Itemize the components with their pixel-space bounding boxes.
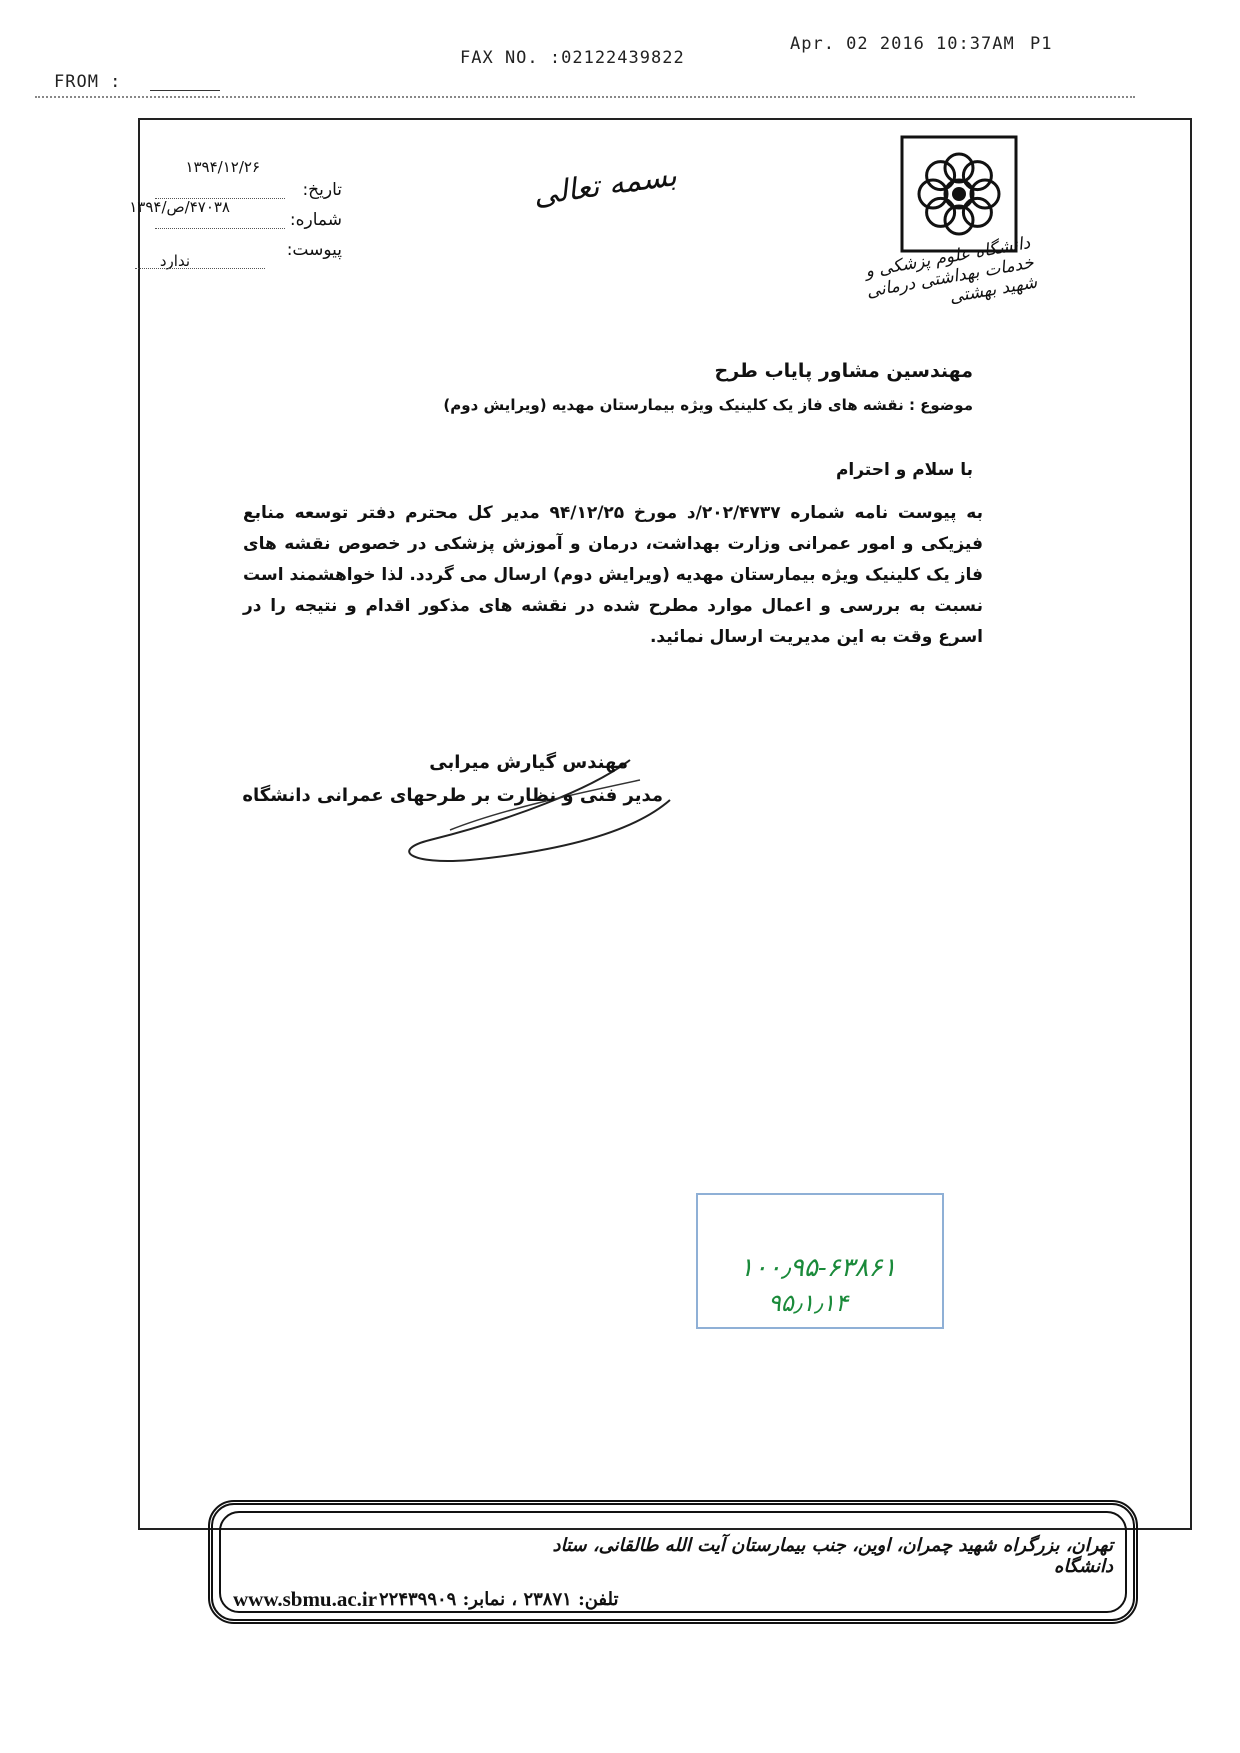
letter-body: به پیوست نامه شماره ۲۰۲/۴۷۳۷/د مورخ ۹۴/۱۲/۲۵ مدیر کل محترم دفتر توسعه منابع فیزیکی و امور عمرانی وزارت بهداشت، درمان و آموزش پزشکی در خصوص نقشه های فاز یک کلینیک ویژه بیمارستان مهدیه (ویرایش دوم) ارسال می گردد. لذا خواهشمند است نسبت به بررسی و اعمال موارد مطرح شده در نقشه های مذکور اقدام و نتیجه را در اسرع وقت به این مدیریت ارسال نمائید. [243,503,983,647]
letterhead-footer [208,1500,1138,1624]
greeting: با سلام و احترام [835,460,973,480]
fax-page: P1 [1030,34,1053,54]
meta-attachment-label: پیوست: [286,240,342,260]
footer-phone: تلفن: ۲۳۸۷۱ ، نمابر: ۲۲۴۳۹۹۰۹ [379,1589,619,1610]
registry-stamp [696,1193,944,1329]
fax-from-label: FROM : [54,72,122,92]
university-name: دانشگاه علوم پزشکی و خدمات بهداشتی درمانی شهید بهشتی [863,233,1039,308]
fax-number: FAX NO. :02122439822 [460,48,685,68]
footer-address: تهران، بزرگراه شهید چمران، اوین، جنب بیمارستان آیت الله طالقانی، ستاد دانشگاه [552,1535,1113,1577]
signer-name: مهندس گیارش میرابی [429,752,628,773]
fax-divider [35,96,1135,98]
stamp-number: ۱۰۰٫۹۵-۶۳۸۶۱ [739,1253,897,1283]
stamp-date: ۹۵٫۱٫۱۴ [767,1289,849,1317]
recipient: مهندسین مشاور پایاب طرح [714,360,973,382]
meta-date-label: تاریخ: [302,180,342,200]
meta-date-value: ۱۳۹۴/۱۲/۲۶ [185,158,260,176]
subject: موضوع : نقشه های فاز یک کلینیک ویژه بیمارستان مهدیه (ویرایش دوم) [443,396,973,414]
meta-number-label: شماره: [289,210,342,230]
meta-attachment-dots [135,268,265,269]
university-logo-icon [900,135,1018,253]
basmala: بسمه تعالی [531,158,679,213]
signer-title: مدیر فنی و نظارت بر طرحهای عمرانی دانشگاه [242,785,663,806]
fax-datetime: Apr. 02 2016 10:37AM [790,34,1015,54]
meta-attachment-value: ندارد [159,252,190,270]
meta-number-value: ۴۷۰۳۸/ص/۱۳۹۴ [129,198,230,216]
footer-website: www.sbmu.ac.ir [233,1587,378,1611]
fax-from-line [150,90,220,91]
meta-number-dots [155,228,285,229]
